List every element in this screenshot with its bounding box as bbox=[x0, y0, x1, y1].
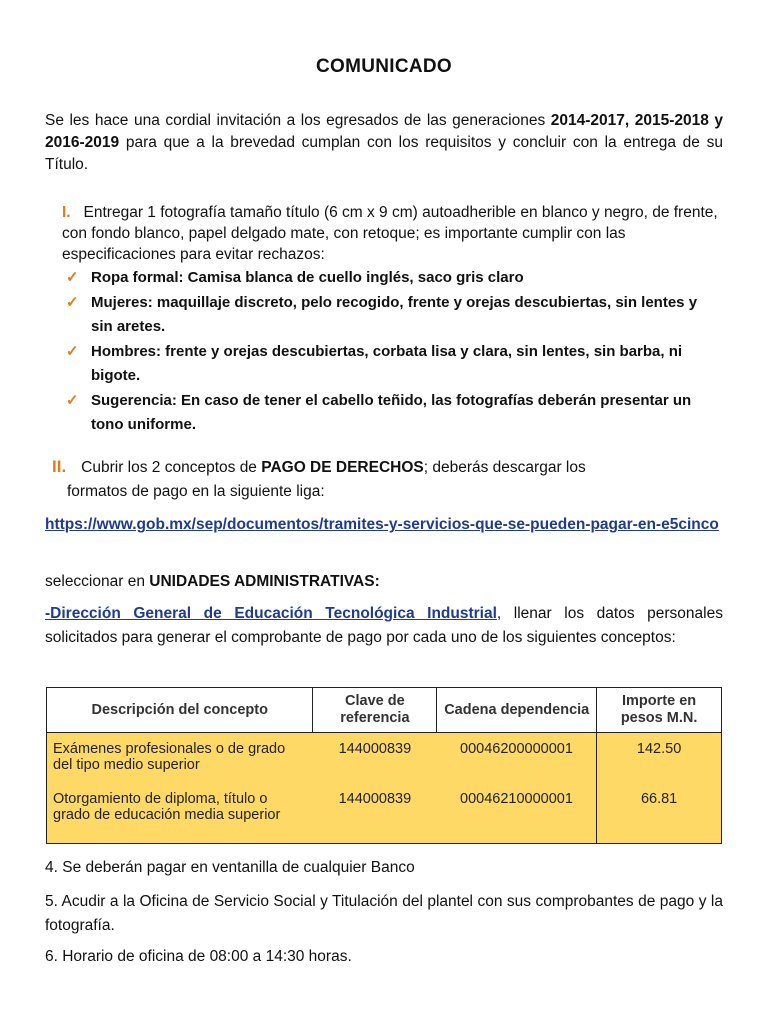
select-instruction bbox=[45, 571, 723, 593]
section-2-bold: PAGO DE DERECHOS bbox=[261, 459, 424, 476]
table-cell: 142.50 bbox=[597, 733, 722, 786]
table-cell: 00046210000001 bbox=[437, 785, 597, 844]
table-row bbox=[47, 733, 722, 786]
direccion-link[interactable]: -Dirección General de Educación Tecnológica Industrial bbox=[45, 605, 497, 622]
select-bold: UNIDADES ADMINISTRATIVAS: bbox=[149, 573, 380, 590]
direccion-text: , llenar los datos personales solicitados para generar el comprobante de pago por cada uno de los siguientes conceptos: bbox=[45, 605, 723, 646]
table-cell: 144000839 bbox=[313, 733, 437, 786]
table-cell: Exámenes profesionales o de grado del tipo medio superior bbox=[47, 733, 313, 786]
table-header: Importe en pesos M.N. bbox=[597, 688, 722, 733]
requirements-list bbox=[66, 266, 716, 438]
table-header-row bbox=[47, 688, 722, 733]
requirement-text: Sugerencia: En caso de tener el cabello teñido, las fotografías deberán presentar un tono uniforme. bbox=[91, 391, 692, 433]
concepts-table bbox=[46, 687, 722, 844]
table-header: Descripción del concepto bbox=[47, 688, 313, 733]
payment-link[interactable]: https://www.gob.mx/sep/documentos/tramites-y-servicios-que-se-pueden-pagar-en-e5cinco bbox=[45, 516, 719, 533]
section-1-text: Entregar 1 fotografía tamaño título (6 cm x 9 cm) autoadherible en blanco y negro, de frente, con fondo blanco, papel delgado mate, con retoque; es importante cumplir con las especificaciones para evitar rechazos: bbox=[62, 204, 718, 263]
select-text: seleccionar en bbox=[45, 573, 150, 590]
section-1 bbox=[45, 202, 725, 265]
intro-paragraph bbox=[45, 110, 723, 176]
table-header: Clave de referencia bbox=[313, 688, 437, 733]
intro-generations: 2014-2017, 2015-2018 y 2016-2019 bbox=[45, 112, 723, 151]
section-2 bbox=[52, 455, 732, 504]
table-row bbox=[47, 785, 722, 844]
section-2-text-1: Cubrir los 2 conceptos de bbox=[81, 459, 262, 476]
section-2-text-3: formatos de pago en la siguiente liga: bbox=[67, 483, 325, 500]
table-cell: Otorgamiento de diploma, título o grado de educación media superior bbox=[47, 785, 313, 844]
checkmark-icon: ✓ bbox=[66, 293, 79, 311]
table-header: Cadena dependencia bbox=[437, 688, 597, 733]
section-1-numeral: I. bbox=[62, 204, 71, 221]
step-5: 5. Acudir a la Oficina de Servicio Social y Titulación del plantel con sus comprobantes de pago y la fotografía. bbox=[45, 893, 723, 934]
section-2-numeral: II. bbox=[52, 457, 67, 476]
checkmark-icon: ✓ bbox=[66, 269, 79, 286]
intro-text-1: Se les hace una cordial invitación a los egresados de las generaciones bbox=[45, 112, 551, 129]
page-title: COMUNICADO bbox=[316, 56, 452, 77]
requirement-text: Hombres: frente y orejas descubiertas, corbata lisa y clara, sin lentes, sin barba, ni bigote. bbox=[91, 342, 683, 384]
checkmark-icon: ✓ bbox=[66, 391, 79, 409]
requirement-text: Ropa formal: Camisa blanca de cuello inglés, saco gris claro bbox=[91, 269, 524, 286]
table-cell: 00046200000001 bbox=[437, 733, 597, 786]
list-item bbox=[66, 340, 716, 389]
table-cell: 144000839 bbox=[313, 785, 437, 844]
list-item bbox=[66, 266, 716, 291]
table-cell: 66.81 bbox=[597, 785, 722, 844]
step-6: 6. Horario de oficina de 08:00 a 14:30 horas. bbox=[45, 948, 352, 965]
direccion-paragraph bbox=[45, 602, 723, 650]
checkmark-icon: ✓ bbox=[66, 342, 79, 360]
section-2-text-2: ; deberás descargar los bbox=[423, 459, 586, 476]
payment-link-block bbox=[45, 513, 725, 537]
intro-text-2: para que a la brevedad cumplan con los requisitos y concluir con la entrega de su Título. bbox=[45, 134, 723, 173]
list-item bbox=[66, 291, 716, 340]
step-4: 4. Se deberán pagar en ventanilla de cualquier Banco bbox=[45, 859, 415, 876]
requirement-text: Mujeres: maquillaje discreto, pelo recogido, frente y orejas descubiertas, sin lentes y sin aretes. bbox=[91, 293, 698, 335]
list-item bbox=[66, 389, 716, 438]
